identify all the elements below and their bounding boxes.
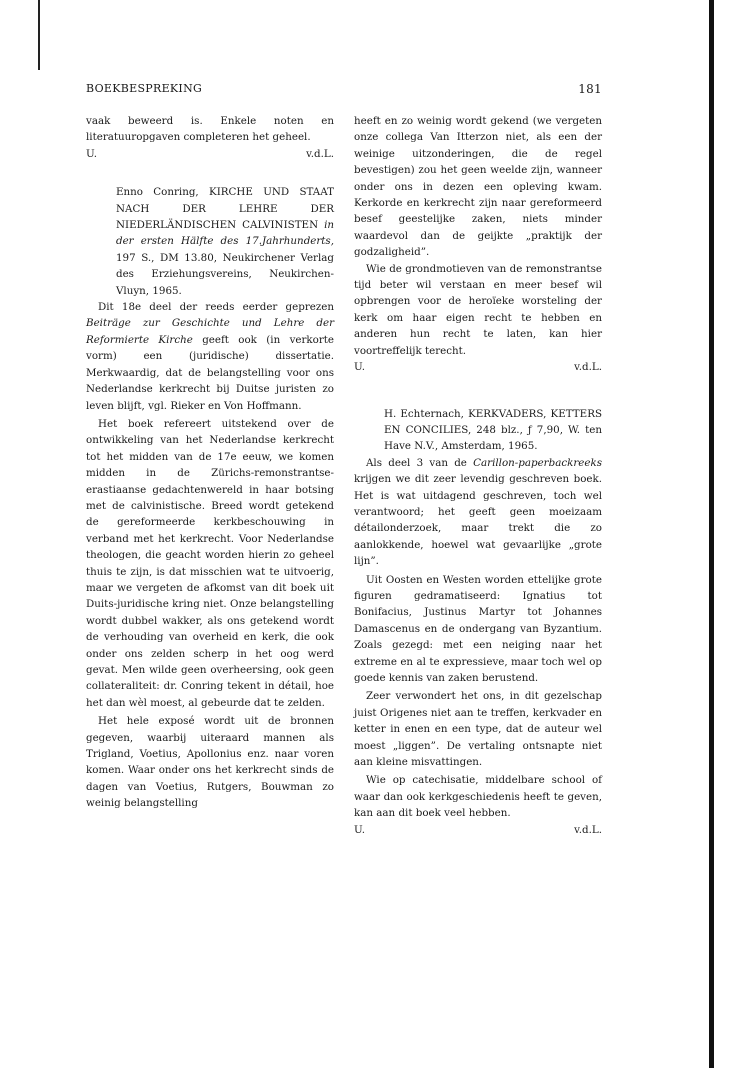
- signature-name: v.d.L.: [574, 823, 602, 836]
- review-signature: [354, 359, 602, 375]
- review-paragraph: [354, 455, 602, 570]
- review-paragraph: Zeer verwondert het ons, in dit gezelschap juist Origenes niet aan te treffen, kerkvader en ketter in enen en een type, dat de auteur wel moest „liggen”. De vertaling ontsnapte niet aan kleine misvattingen.: [354, 690, 602, 769]
- continuation-text: vaak beweerd is. Enkele noten en literatuuropgaven completeren het geheel.: [86, 115, 334, 144]
- signature-name: v.d.L.: [306, 147, 334, 160]
- book-details: 248 blz., ƒ 7,90, W. ten Have N.V., Amsterdam, 1965.: [384, 423, 602, 453]
- book-title: KERKVADERS, KETTERS EN CONCILIES,: [384, 407, 602, 436]
- paragraph-text: krijgen we dit zeer levendig geschreven boek. Het is wat uitdagend geschreven, toch wel verantwoord; het geeft geen moeizaam détailonderzoek, maar trekt die zo aanlokkende, hoewel wat gevaarlijke „grote lijn”.: [354, 473, 602, 568]
- paragraph-text: Dit 18e deel der reeds eerder geprezen: [98, 301, 334, 314]
- review-paragraph: Het hele exposé wordt uit de bronnen gegeven, waarbij uiteraard mannen als Trigland, Voetius, Apollonius enz. naar voren komen. Waar onder ons het kerkrecht sinds de dagen van Voetius, Rutgers, Bouwman zo weinig belangstelling: [86, 715, 334, 810]
- signature-initial: U.: [354, 823, 366, 836]
- series-title: Carillon-paperbackreeks: [473, 456, 602, 469]
- page-header: [86, 82, 602, 96]
- review-paragraph: Wie de grondmotieven van de remonstrantse tijd beter wil verstaan en meer besef wil opbrengen voor de heroïeke worsteling der kerk om haar eigen recht te hebben en anderen hun recht te laten, kan hier voortreffelijk terecht.: [354, 262, 602, 357]
- signature-initial: U.: [86, 147, 98, 160]
- signature-name: v.d.L.: [574, 361, 602, 374]
- continuation-text: heeft en zo weinig wordt gekend (we vergeten onze collega Van Itterzon niet, als een der weinige uitzonderingen, die de regel bevestigen) zou het geen weelde zijn, wanneer onder ons in dezen een opleving kwam. Kerkorde en kerkrecht zijn naar gereformeerd besef geestelijke zaken, niets minder waardevol dan de geijkte „praktijk der godzaligheid”.: [354, 115, 602, 259]
- review-paragraph: Uit Oosten en Westen worden ettelijke grote figuren gedramatiseerd: Ignatius tot Bonifacius, Justinus Martyr tot Johannes Damascenus en de ondergang van Byzantium. Zoals gezegd: met een neiging naar het extreme en al te expressieve, maar toch wel op goede kennis van zaken berustend.: [354, 573, 602, 684]
- book-author: H. Echternach,: [384, 407, 464, 420]
- scan-edge-right: [709, 0, 714, 1068]
- running-title: BOEKBESPREKING: [86, 82, 203, 95]
- book-details: 197 S., DM 13.80, Neukirchener Verlag des Erziehungsvereins, Neukirchen-Vluyn, 1965.: [116, 251, 334, 297]
- series-title: Beiträge zur Geschichte und Lehre der Reformierte Kirche: [86, 317, 334, 346]
- book-entry-conring: [116, 184, 334, 299]
- paragraph-text: geeft ook (in verkorte vorm) een (juridische) dissertatie. Merkwaardig, dat de belangstelling voor ons Nederlandse kerkrecht bij Duitse juristen zo leven blijft, vgl. Rieker en Von Hoffmann.: [86, 333, 334, 412]
- paragraph-text: Als deel 3 van de: [366, 456, 467, 469]
- scan-edge-left: [38, 0, 40, 70]
- left-column: [86, 113, 334, 812]
- book-subtitle: in der ersten Hälfte des 17.Jahrhunderts,: [116, 219, 334, 248]
- right-column: [354, 113, 602, 838]
- book-title: KIRCHE UND STAAT NACH DER LEHRE DER NIEDERLÄNDISCHEN CALVINISTEN: [116, 186, 334, 232]
- review-paragraph: Het boek refereert uitstekend over de ontwikkeling van het Nederlandse kerkrecht tot het midden van de 17e eeuw, we komen midden in de Zürichs-remonstrantse-erastiaanse gedachtenwereld in haar botsing met de calvinistische. Breed wordt getekend de gereformeerde kerkbeschouwing in verband met het kerkrecht. Voor Nederlandse theologen, die geacht worden hierin zo geheel thuis te zijn, is dat misschien wat te uitvoerig, maar we vergeten de afkomst van dit boek uit Duits-juridische kring niet. Onze belangstelling wordt dubbel wakker, als ons getekend wordt de verhouding van overheid en kerk, die ook onder ons zelden scherp in het oog werd gevat. Men wilde geen overheersing, ook geen collateraliteit: dr. Conring tekent in détail, hoe het dan wèl moest, al gebeurde dat te zelden.: [86, 417, 334, 709]
- review-paragraph: Wie op catechisatie, middelbare school of waar dan ook kerkgeschiedenis heeft te geven, kan aan dit boek veel hebben.: [354, 774, 602, 820]
- signature-initial: U.: [354, 361, 366, 374]
- page-number: 181: [578, 82, 602, 96]
- review-signature: [354, 822, 602, 838]
- book-author: Enno Conring,: [116, 186, 199, 199]
- book-entry-echternach: [384, 406, 602, 455]
- review-signature: [86, 146, 334, 162]
- review-paragraph: [86, 299, 334, 414]
